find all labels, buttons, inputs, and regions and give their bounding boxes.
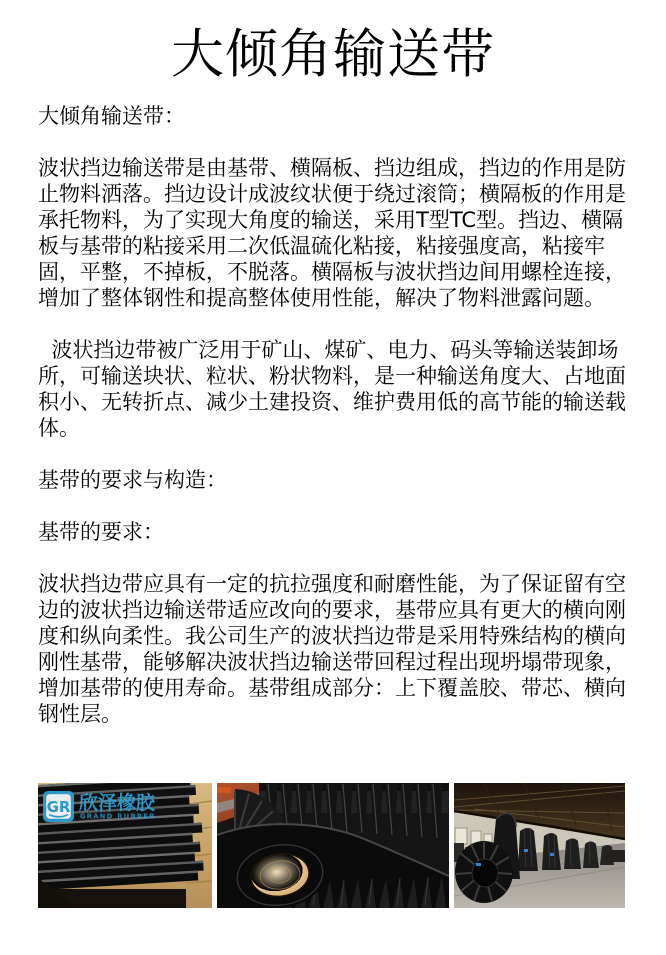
- paragraph-base-belt: 波状挡边带应具有一定的抗拉强度和耐磨性能，为了保证留有空边的波状挡边输送带适应改向的要求，基带应具有更大的横向刚度和纵向柔性。我公司生产的波状挡边带是采用特殊结构的横向刚性基带，能够解决波状挡边输送带回程过程出现坍塌带现象，增加基带的使用寿命。基带组成部分：上下覆盖胶、带芯、横向钢性层。: [38, 572, 626, 726]
- brand-logo: [43, 791, 156, 822]
- page-title: 大倾角输送带: [171, 24, 495, 85]
- product-photo-warehouse: [454, 783, 625, 908]
- brand-name-cn: 欣泽橡胶: [79, 792, 156, 814]
- brand-monogram: GR: [46, 798, 71, 816]
- section-label-base-belt-requirement: 基带的要求：: [38, 520, 164, 544]
- section-label-base-belt-structure: 基带的要求与构造：: [38, 468, 227, 492]
- product-photo-belt-loop: [217, 783, 449, 908]
- paragraph-composition: 波状挡边输送带是由基带、横隔板、挡边组成，挡边的作用是防止物料洒落。挡边设计成波纹状便于绕过滚筒；横隔板的作用是承托物料，为了实现大角度的输送，采用T型TC型。挡边、横隔板与基带的粘接采用二次低温硫化粘接，粘接强度高，粘接牢固，平整，不掉板，不脱落。横隔板与波状挡边间用螺栓连接，增加了整体钢性和提高整体使用性能，解决了物料泄露问题。: [38, 156, 626, 310]
- page: [0, 24, 666, 821]
- photo-gallery: [38, 783, 625, 908]
- section-label-intro: 大倾角输送带：: [38, 104, 185, 128]
- article-body: [38, 103, 630, 727]
- brand-name-en: GRAND RUBBER: [80, 812, 156, 821]
- paragraph-application: 波状挡边带被广泛用于矿山、煤矿、电力、码头等输送装卸场所，可输送块状、粒状、粉状物料，是一种输送角度大、占地面积小、无转折点、减少土建投资、维护费用低的高节能的输送载体。: [38, 338, 626, 440]
- product-photo-sidewall-strips: [38, 783, 212, 908]
